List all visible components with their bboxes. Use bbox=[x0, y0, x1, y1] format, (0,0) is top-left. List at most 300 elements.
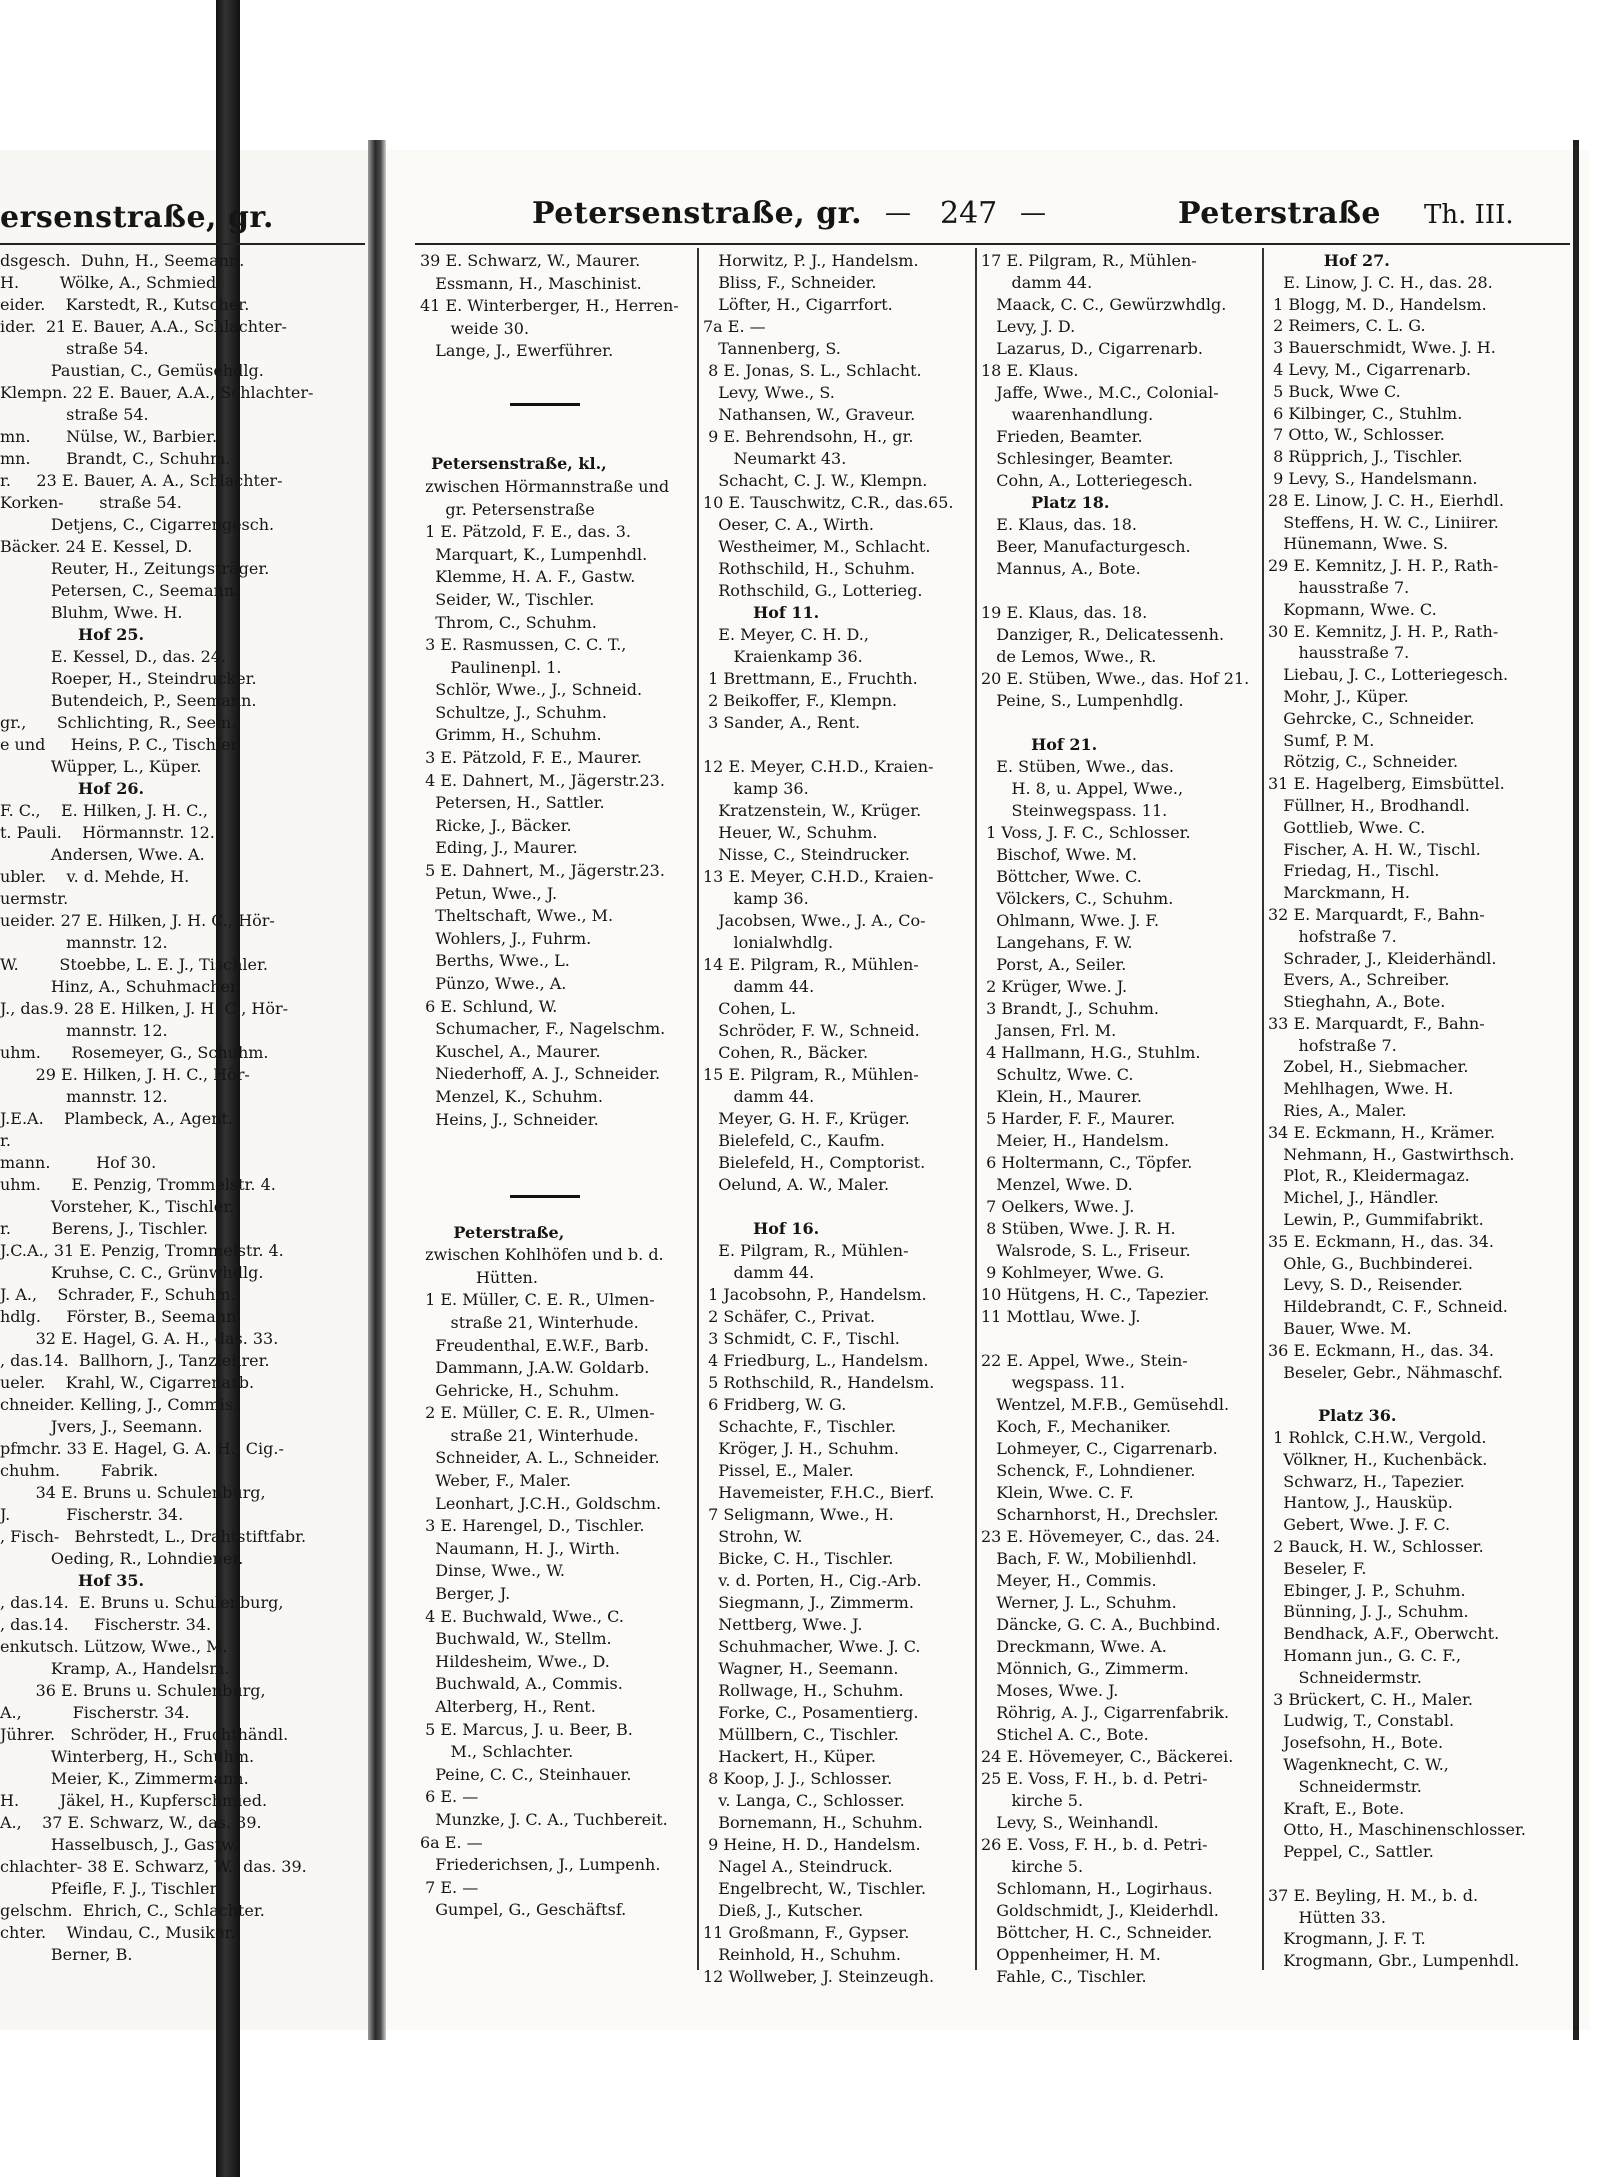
directory-line: Wüpper, L., Küper. bbox=[0, 757, 202, 776]
directory-line: gelschm. Ehrich, C., Schlachter. bbox=[0, 1901, 265, 1920]
directory-line: 2 Krüger, Wwe. J. bbox=[981, 977, 1128, 996]
directory-line: Gehrcke, C., Schneider. bbox=[1268, 708, 1475, 728]
directory-line: Rollwage, H., Schuhm. bbox=[703, 1681, 904, 1700]
directory-line: 8 E. Jonas, S. L., Schlacht. bbox=[703, 361, 922, 380]
directory-line: Löfter, H., Cigarrfort. bbox=[703, 295, 893, 314]
directory-line: 28 E. Linow, J. C. H., Eierhdl. bbox=[1268, 490, 1505, 510]
directory-line: 25 E. Voss, F. H., b. d. Petri- bbox=[981, 1769, 1208, 1788]
directory-line: Hof 26. bbox=[0, 779, 145, 798]
directory-line: Engelbrecht, W., Tischler. bbox=[703, 1879, 927, 1898]
directory-line: 2 Schäfer, C., Privat. bbox=[703, 1307, 876, 1326]
directory-line bbox=[981, 1328, 1261, 1350]
directory-line bbox=[420, 1176, 695, 1199]
directory-line: Beseler, F. bbox=[1268, 1558, 1367, 1578]
directory-line: Kraienkamp 36. bbox=[703, 647, 863, 666]
directory-line: Schneider, A. L., Schneider. bbox=[420, 1448, 660, 1468]
directory-line: 36 E. Bruns u. Schulenburg, bbox=[0, 1681, 266, 1700]
directory-line: 24 E. Hövemeyer, C., Bäckerei. bbox=[981, 1747, 1234, 1766]
directory-line: Jacobsen, Wwe., J. A., Co- bbox=[703, 911, 926, 930]
directory-line: Bendhack, A.F., Oberwcht. bbox=[1268, 1624, 1500, 1644]
directory-line: 3 E. Rasmussen, C. C. T., bbox=[420, 635, 627, 655]
directory-line: Paustian, C., Gemüsehdlg. bbox=[0, 361, 264, 380]
directory-line: Böttcher, Wwe. C. bbox=[981, 867, 1142, 886]
directory-line bbox=[1268, 1383, 1568, 1405]
directory-line: weide 30. bbox=[420, 318, 530, 338]
directory-line: Nathansen, W., Graveur. bbox=[703, 405, 916, 424]
directory-line: Gehricke, H., Schuhm. bbox=[420, 1380, 620, 1400]
directory-line: Steffens, H. W. C., Liniirer. bbox=[1268, 512, 1499, 532]
directory-line: Petun, Wwe., J. bbox=[420, 883, 558, 903]
directory-line: Wentzel, M.F.B., Gemüsehdl. bbox=[981, 1395, 1230, 1414]
directory-line: kirche 5. bbox=[981, 1791, 1084, 1810]
directory-line: 3 Brandt, J., Schuhm. bbox=[981, 999, 1159, 1018]
directory-line: Koch, F., Mechaniker. bbox=[981, 1417, 1171, 1436]
directory-line: Korken- straße 54. bbox=[0, 493, 182, 512]
directory-line: 11 Großmann, F., Gypser. bbox=[703, 1923, 910, 1942]
directory-line: ueider. 27 E. Hilken, J. H. C., Hör- bbox=[0, 911, 275, 930]
directory-line: Gumpel, G., Geschäftsf. bbox=[420, 1900, 627, 1920]
directory-line bbox=[981, 712, 1261, 734]
directory-line: 29 E. Kemnitz, J. H. P., Rath- bbox=[1268, 556, 1499, 576]
directory-line: 36 E. Eckmann, H., das. 34. bbox=[1268, 1340, 1494, 1360]
directory-line: r. Berens, J., Tischler. bbox=[0, 1219, 208, 1238]
directory-line: Maack, C. C., Gewürzwhdlg. bbox=[981, 295, 1227, 314]
directory-line: kamp 36. bbox=[703, 779, 809, 798]
directory-line: mannstr. 12. bbox=[0, 933, 168, 952]
directory-line: Kruhse, C. C., Grünwhdlg. bbox=[0, 1263, 264, 1282]
directory-line: Stieghahn, A., Bote. bbox=[1268, 992, 1446, 1012]
directory-line bbox=[703, 1196, 973, 1218]
right-head-rule bbox=[415, 243, 1570, 245]
directory-line: Oeding, R., Lohndiener. bbox=[0, 1549, 244, 1568]
directory-line: 29 E. Hilken, J. H. C., Hör- bbox=[0, 1065, 250, 1084]
directory-line: Horwitz, P. J., Handelsm. bbox=[703, 251, 919, 270]
directory-line bbox=[420, 408, 695, 431]
directory-line: Jührer. Schröder, H., Fruchthändl. bbox=[0, 1725, 289, 1744]
directory-line: Ebinger, J. P., Schuhm. bbox=[1268, 1580, 1466, 1600]
directory-line bbox=[981, 580, 1261, 602]
directory-line: 30 E. Kemnitz, J. H. P., Rath- bbox=[1268, 621, 1499, 641]
directory-line: hofstraße 7. bbox=[1268, 1035, 1397, 1055]
directory-line: Essmann, H., Maschinist. bbox=[420, 273, 642, 293]
directory-line: 6 Holtermann, C., Töpfer. bbox=[981, 1153, 1193, 1172]
directory-line: 1 E. Müller, C. E. R., Ulmen- bbox=[420, 1290, 655, 1310]
directory-line: J., das.9. 28 E. Hilken, J. H. C., Hör- bbox=[0, 999, 289, 1018]
directory-line: Hütten. bbox=[420, 1267, 538, 1287]
directory-line: Porst, A., Seiler. bbox=[981, 955, 1127, 974]
directory-line: Westheimer, M., Schlacht. bbox=[703, 537, 931, 556]
directory-line: Füllner, H., Brodhandl. bbox=[1268, 795, 1470, 815]
directory-line: Schneidermstr. bbox=[1268, 1776, 1422, 1796]
page-number: 247 bbox=[940, 196, 998, 231]
directory-line: 1 Voss, J. F. C., Schlosser. bbox=[981, 823, 1191, 842]
directory-line: Klein, Wwe. C. F. bbox=[981, 1483, 1134, 1502]
directory-line: v. Langa, C., Schlosser. bbox=[703, 1791, 905, 1810]
directory-line: Schultze, J., Schuhm. bbox=[420, 702, 607, 722]
directory-line: Klempn. 22 E. Bauer, A.A., Schlachter- bbox=[0, 383, 314, 402]
directory-line: pfmchr. 33 E. Hagel, G. A. H., Cig.- bbox=[0, 1439, 284, 1458]
directory-line: Strohn, W. bbox=[703, 1527, 803, 1546]
directory-line: Goldschmidt, J., Kleiderhdl. bbox=[981, 1901, 1219, 1920]
directory-line: Levy, Wwe., S. bbox=[703, 383, 835, 402]
directory-line: J. Fischerstr. 34. bbox=[0, 1505, 184, 1524]
column-2 bbox=[703, 250, 973, 1988]
directory-line: Levy, S. D., Reisender. bbox=[1268, 1275, 1463, 1295]
directory-line: F. C., E. Hilken, J. H. C., bbox=[0, 801, 208, 820]
directory-line: 1 Jacobsohn, P., Handelsm. bbox=[703, 1285, 927, 1304]
directory-line: Schenck, F., Lohndiener. bbox=[981, 1461, 1196, 1480]
directory-line: Schneidermstr. bbox=[1268, 1667, 1422, 1687]
directory-line: Weber, F., Maler. bbox=[420, 1471, 571, 1491]
directory-line: Throm, C., Schuhm. bbox=[420, 612, 597, 632]
directory-line: Lazarus, D., Cigarrenarb. bbox=[981, 339, 1203, 358]
directory-line: 11 Mottlau, Wwe. J. bbox=[981, 1307, 1141, 1326]
directory-line: 26 E. Voss, F. H., b. d. Petri- bbox=[981, 1835, 1208, 1854]
directory-line bbox=[1268, 1863, 1568, 1885]
column-1 bbox=[420, 250, 695, 1922]
directory-line: Friederichsen, J., Lumpenh. bbox=[420, 1855, 661, 1875]
directory-line: , das.14. Ballhorn, J., Tanzlehrer. bbox=[0, 1351, 270, 1370]
directory-line: Schwarz, H., Tapezier. bbox=[1268, 1471, 1465, 1491]
directory-line: Pünzo, Wwe., A. bbox=[420, 974, 567, 993]
directory-line: 3 Sander, A., Rent. bbox=[703, 713, 861, 732]
directory-line: 8 Stüben, Wwe. J. R. H. bbox=[981, 1219, 1176, 1238]
directory-line: 1 Brettmann, E., Fruchth. bbox=[703, 669, 918, 688]
directory-line: Beer, Manufacturgesch. bbox=[981, 537, 1191, 556]
directory-line: H. Jäkel, H., Kupferschmied. bbox=[0, 1791, 268, 1810]
directory-line: 33 E. Marquardt, F., Bahn- bbox=[1268, 1013, 1485, 1033]
directory-line: hofstraße 7. bbox=[1268, 926, 1397, 946]
directory-line: Nagel A., Steindruck. bbox=[703, 1857, 893, 1876]
directory-line: Berner, B. bbox=[0, 1945, 133, 1964]
directory-line: 12 E. Meyer, C.H.D., Kraien- bbox=[703, 757, 934, 776]
directory-line: Sumf, P. M. bbox=[1268, 730, 1375, 750]
directory-line: Nehmann, H., Gastwirthsch. bbox=[1268, 1144, 1515, 1164]
directory-line: E. Meyer, C. H. D., bbox=[703, 625, 869, 644]
directory-line: , Fisch- Behrstedt, L., Drahtstiftfabr. bbox=[0, 1527, 307, 1546]
column-divider-3 bbox=[1262, 248, 1264, 1970]
directory-line: 18 E. Klaus. bbox=[981, 361, 1079, 380]
directory-line: 10 E. Tauschwitz, C.R., das.65. bbox=[703, 493, 954, 512]
directory-line: Platz 36. bbox=[1268, 1406, 1397, 1426]
directory-line: Hildebrandt, C. F., Schneid. bbox=[1268, 1297, 1508, 1317]
directory-line: Fischer, A. H. W., Tischl. bbox=[1268, 839, 1481, 859]
directory-line: Müllbern, C., Tischler. bbox=[703, 1725, 899, 1744]
directory-line: W. Stoebbe, L. E. J., Tischler. bbox=[0, 955, 268, 974]
directory-line: Däncke, G. C. A., Buchbind. bbox=[981, 1615, 1221, 1634]
directory-line: Liebau, J. C., Lotteriegesch. bbox=[1268, 665, 1509, 685]
directory-line: Mehlhagen, Wwe. H. bbox=[1268, 1079, 1454, 1099]
directory-line: 2 Beikoffer, F., Klempn. bbox=[703, 691, 898, 710]
directory-line: Klemme, H. A. F., Gastw. bbox=[420, 567, 636, 587]
directory-line: damm 44. bbox=[703, 1263, 815, 1282]
directory-line: Peppel, C., Sattler. bbox=[1268, 1842, 1434, 1862]
directory-line: Hantow, J., Hausküp. bbox=[1268, 1493, 1453, 1513]
directory-line: Neumarkt 43. bbox=[703, 449, 847, 468]
directory-line: damm 44. bbox=[981, 273, 1093, 292]
directory-line: Bielefeld, H., Comptorist. bbox=[703, 1153, 926, 1172]
directory-line: Rothschild, G., Lotterieg. bbox=[703, 581, 923, 600]
directory-line: 10 Hütgens, H. C., Tapezier. bbox=[981, 1285, 1210, 1304]
directory-line: Detjens, C., Cigarrengesch. bbox=[0, 515, 275, 534]
directory-line: Bäcker. 24 E. Kessel, D. bbox=[0, 537, 193, 556]
directory-line: 4 Levy, M., Cigarrenarb. bbox=[1268, 359, 1471, 379]
directory-line: Schuhmacher, Wwe. J. C. bbox=[703, 1637, 921, 1656]
directory-line: H. 8, u. Appel, Wwe., bbox=[981, 779, 1184, 798]
directory-line: Heins, J., Schneider. bbox=[420, 1109, 599, 1129]
directory-line: t. Pauli. Hörmannstr. 12. bbox=[0, 823, 215, 842]
directory-line: Hünemann, Wwe. S. bbox=[1268, 534, 1449, 554]
directory-line: Levy, S., Weinhandl. bbox=[981, 1813, 1159, 1832]
directory-line: 6a E. — bbox=[420, 1832, 483, 1852]
directory-line: Platz 18. bbox=[981, 493, 1110, 512]
directory-line: r. bbox=[0, 1131, 11, 1150]
directory-line: Otto, H., Maschinenschlosser. bbox=[1268, 1820, 1526, 1840]
directory-line: E. Pilgram, R., Mühlen- bbox=[703, 1241, 909, 1260]
directory-line: 34 E. Eckmann, H., Krämer. bbox=[1268, 1122, 1496, 1142]
left-head-rule bbox=[0, 243, 365, 245]
directory-line: E. Stüben, Wwe., das. bbox=[981, 757, 1174, 776]
directory-line: Plot, R., Kleidermagaz. bbox=[1268, 1166, 1470, 1186]
directory-line: Schröder, F. W., Schneid. bbox=[703, 1021, 920, 1040]
directory-line: Danziger, R., Delicatessenh. bbox=[981, 625, 1225, 644]
directory-line: Forke, C., Posamentierg. bbox=[703, 1703, 919, 1722]
directory-line: gr., Schlichting, R., Seem. bbox=[0, 713, 237, 732]
directory-line bbox=[420, 363, 695, 386]
directory-line: Theltschaft, Wwe., M. bbox=[420, 906, 614, 926]
directory-line bbox=[420, 1154, 695, 1177]
directory-line: 39 E. Schwarz, W., Maurer. bbox=[420, 251, 641, 270]
directory-line: straße 54. bbox=[0, 339, 149, 358]
page-edge bbox=[1573, 140, 1579, 2040]
directory-line: Roeper, H., Steindrucker. bbox=[0, 669, 257, 688]
directory-line: Kopmann, Wwe. C. bbox=[1268, 599, 1437, 619]
directory-line: J.C.A., 31 E. Penzig, Trommelstr. 4. bbox=[0, 1241, 284, 1260]
directory-line: 5 E. Dahnert, M., Jägerstr.23. bbox=[420, 861, 665, 881]
directory-line: Wagenknecht, C. W., bbox=[1268, 1754, 1449, 1774]
directory-line: damm 44. bbox=[703, 977, 815, 996]
column-divider-2 bbox=[975, 248, 977, 1970]
directory-line: Krogmann, Gbr., Lumpenhdl. bbox=[1268, 1951, 1520, 1971]
directory-line: e und Heins, P. C., Tischler. bbox=[0, 735, 242, 754]
directory-line bbox=[420, 431, 695, 454]
directory-line: uhm. E. Penzig, Trommelstr. 4. bbox=[0, 1175, 276, 1194]
directory-line: Kuschel, A., Maurer. bbox=[420, 1041, 601, 1061]
directory-line: Ludwig, T., Constabl. bbox=[1268, 1711, 1455, 1731]
directory-line: Moses, Wwe. J. bbox=[981, 1681, 1119, 1700]
directory-line: Menzel, Wwe. D. bbox=[981, 1175, 1133, 1194]
directory-line: 32 E. Marquardt, F., Bahn- bbox=[1268, 904, 1485, 924]
directory-line: Leonhart, J.C.H., Goldschm. bbox=[420, 1493, 662, 1513]
directory-line: Hof 11. bbox=[703, 603, 820, 622]
directory-line: hausstraße 7. bbox=[1268, 643, 1410, 663]
directory-line: Dreckmann, Wwe. A. bbox=[981, 1637, 1167, 1656]
directory-line: Ohlmann, Wwe. J. F. bbox=[981, 911, 1160, 930]
directory-line: Wagner, H., Seemann. bbox=[703, 1659, 899, 1678]
directory-line: 8 Rüpprich, J., Tischler. bbox=[1268, 447, 1463, 467]
directory-line: v. d. Porten, H., Cig.-Arb. bbox=[703, 1571, 922, 1590]
directory-line: Alterberg, H., Rent. bbox=[420, 1697, 596, 1716]
directory-line: Peine, C. C., Steinhauer. bbox=[420, 1764, 632, 1784]
directory-line: gr. Petersenstraße bbox=[420, 499, 595, 519]
directory-line: Meier, K., Zimmermann. bbox=[0, 1769, 249, 1788]
directory-line bbox=[703, 734, 973, 756]
directory-line: Schrader, J., Kleiderhändl. bbox=[1268, 948, 1497, 968]
directory-line: 35 E. Eckmann, H., das. 34. bbox=[1268, 1231, 1494, 1251]
directory-line: Ohle, G., Buchbinderei. bbox=[1268, 1253, 1473, 1273]
directory-line: Kröger, J. H., Schuhm. bbox=[703, 1439, 899, 1458]
directory-line: Beseler, Gebr., Nähmaschf. bbox=[1268, 1362, 1503, 1382]
directory-line: 2 E. Müller, C. E. R., Ulmen- bbox=[420, 1403, 655, 1423]
directory-line: Mohr, J., Küper. bbox=[1268, 686, 1409, 706]
directory-line: 6 Kilbinger, C., Stuhlm. bbox=[1268, 403, 1463, 423]
directory-line: J.E.A. Plambeck, A., Agent. bbox=[0, 1109, 234, 1128]
directory-line: 1 Rohlck, C.H.W., Vergold. bbox=[1268, 1428, 1487, 1448]
directory-line: Meyer, G. H. F., Krüger. bbox=[703, 1109, 910, 1128]
directory-line: Winterberg, H., Schuhm. bbox=[0, 1747, 255, 1766]
directory-line: r. 23 E. Bauer, A. A., Schlachter- bbox=[0, 471, 283, 490]
directory-line: Paulinenpl. 1. bbox=[420, 657, 562, 677]
directory-line: Völkner, H., Kuchenbäck. bbox=[1268, 1449, 1488, 1469]
directory-line: 6 E. — bbox=[420, 1787, 479, 1807]
directory-line: Reinhold, H., Schuhm. bbox=[703, 1945, 901, 1964]
directory-line: Heuer, W., Schuhm. bbox=[703, 823, 878, 842]
directory-line: 5 Harder, F. F., Maurer. bbox=[981, 1109, 1176, 1128]
directory-line: Eding, J., Maurer. bbox=[420, 838, 578, 858]
directory-line: Menzel, K., Schuhm. bbox=[420, 1086, 603, 1106]
directory-line: Hof 21. bbox=[981, 735, 1098, 754]
directory-line: Bünning, J. J., Schuhm. bbox=[1268, 1602, 1469, 1622]
directory-line: E. Linow, J. C. H., das. 28. bbox=[1268, 272, 1493, 292]
directory-line: Kraft, E., Bote. bbox=[1268, 1798, 1405, 1818]
directory-line: uhm. Rosemeyer, G., Schuhm. bbox=[0, 1043, 269, 1062]
directory-line: Mönnich, G., Zimmerm. bbox=[981, 1659, 1189, 1678]
directory-line: mannstr. 12. bbox=[0, 1021, 168, 1040]
directory-line: mann. Hof 30. bbox=[0, 1153, 157, 1172]
directory-line: , das.14. Fischerstr. 34. bbox=[0, 1615, 212, 1634]
directory-line: Petersen, H., Sattler. bbox=[420, 793, 605, 813]
directory-line: ubler. v. d. Mehde, H. bbox=[0, 867, 190, 886]
directory-line: J. A., Schrader, F., Schuhm. bbox=[0, 1285, 236, 1304]
directory-line: Petersen, C., Seemann. bbox=[0, 581, 240, 600]
directory-line: 9 E. Behrendsohn, H., gr. bbox=[703, 427, 914, 446]
directory-line: Cohen, R., Bäcker. bbox=[703, 1043, 869, 1062]
directory-line: Vorsteher, K., Tischler. bbox=[0, 1197, 235, 1216]
directory-line: Buchwald, A., Commis. bbox=[420, 1674, 623, 1694]
directory-line: Völckers, C., Schuhm. bbox=[981, 889, 1174, 908]
directory-line: 2 Bauck, H. W., Schlosser. bbox=[1268, 1537, 1484, 1557]
directory-line: Seider, W., Tischler. bbox=[420, 589, 595, 609]
directory-line: Schultz, Wwe. C. bbox=[981, 1065, 1134, 1084]
directory-line: Ricke, J., Bäcker. bbox=[420, 815, 572, 835]
directory-line: Bicke, C. H., Tischler. bbox=[703, 1549, 894, 1568]
directory-line: 12 Wollweber, J. Steinzeugh. bbox=[703, 1967, 935, 1986]
directory-line: Schumacher, F., Nagelschm. bbox=[420, 1019, 666, 1039]
directory-line: 6 E. Schlund, W. bbox=[420, 996, 558, 1016]
directory-line: 1 E. Pätzold, F. E., das. 3. bbox=[420, 522, 631, 542]
directory-line: Bornemann, H., Schuhm. bbox=[703, 1813, 923, 1832]
directory-line: 3 E. Pätzold, F. E., Maurer. bbox=[420, 748, 642, 768]
directory-line: Michel, J., Händler. bbox=[1268, 1188, 1439, 1208]
directory-line: Oeser, C. A., Wirth. bbox=[703, 515, 874, 534]
directory-line: 3 Bauerschmidt, Wwe. J. H. bbox=[1268, 338, 1496, 358]
directory-line: Havemeister, F.H.C., Bierf. bbox=[703, 1483, 935, 1502]
directory-line: 31 E. Hagelberg, Eimsbüttel. bbox=[1268, 774, 1505, 794]
directory-line: 14 E. Pilgram, R., Mühlen- bbox=[703, 955, 919, 974]
directory-line: Frieden, Beamter. bbox=[981, 427, 1143, 446]
directory-line bbox=[420, 1131, 695, 1154]
directory-line: 3 Brückert, C. H., Maler. bbox=[1268, 1689, 1473, 1709]
directory-line: Dammann, J.A.W. Goldarb. bbox=[420, 1358, 650, 1378]
directory-line: ider. 21 E. Bauer, A.A., Schlachter- bbox=[0, 317, 287, 336]
directory-line: enkutsch. Lützow, Wwe., M. bbox=[0, 1637, 228, 1656]
directory-line bbox=[420, 386, 695, 409]
directory-line: Berths, Wwe., L. bbox=[420, 951, 570, 971]
directory-line: A., 37 E. Schwarz, W., das. 39. bbox=[0, 1813, 262, 1832]
directory-line: M., Schlachter. bbox=[420, 1742, 574, 1762]
directory-line: Gottlieb, Wwe. C. bbox=[1268, 817, 1426, 837]
directory-line: hausstraße 7. bbox=[1268, 577, 1410, 597]
directory-line: Dieß, J., Kutscher. bbox=[703, 1901, 864, 1920]
directory-line: Hildesheim, Wwe., D. bbox=[420, 1651, 610, 1671]
directory-line: Langehans, F. W. bbox=[981, 933, 1133, 952]
directory-line: zwischen Hörmannstraße und bbox=[420, 476, 670, 496]
directory-line: mn. Nülse, W., Barbier. bbox=[0, 427, 218, 446]
directory-line: Ries, A., Maler. bbox=[1268, 1101, 1407, 1121]
directory-line: Jvers, J., Seemann. bbox=[0, 1417, 203, 1436]
directory-line: 3 E. Harengel, D., Tischler. bbox=[420, 1516, 645, 1536]
directory-line: 17 E. Pilgram, R., Mühlen- bbox=[981, 251, 1197, 270]
directory-line: Steinwegspass. 11. bbox=[981, 801, 1168, 820]
directory-line: Lange, J., Ewerführer. bbox=[420, 341, 614, 361]
directory-line: 9 Kohlmeyer, Wwe. G. bbox=[981, 1263, 1165, 1282]
directory-line: 20 E. Stüben, Wwe., das. Hof 21. bbox=[981, 669, 1250, 688]
directory-line: Bielefeld, C., Kaufm. bbox=[703, 1131, 886, 1150]
directory-line: E. Kessel, D., das. 24. bbox=[0, 647, 227, 666]
directory-line: 1 Blogg, M. D., Handelsm. bbox=[1268, 294, 1487, 314]
directory-line: Hütten 33. bbox=[1268, 1907, 1386, 1927]
directory-line: Homann jun., G. C. F., bbox=[1268, 1646, 1462, 1665]
directory-line: eider. Karstedt, R., Kutscher. bbox=[0, 295, 250, 314]
directory-line: zwischen Kohlhöfen und b. d. bbox=[420, 1245, 664, 1265]
directory-line: Röhrig, A. J., Cigarrenfabrik. bbox=[981, 1703, 1230, 1722]
directory-line: 5 Buck, Wwe C. bbox=[1268, 381, 1401, 401]
directory-line: Scharnhorst, H., Drechsler. bbox=[981, 1505, 1219, 1524]
directory-line: Petersenstraße, kl., bbox=[420, 454, 607, 474]
directory-line: Hof 16. bbox=[703, 1219, 820, 1238]
directory-line: chter. Windau, C., Musiker. bbox=[0, 1923, 236, 1942]
directory-line: Krogmann, J. F. T. bbox=[1268, 1929, 1426, 1949]
directory-line: Lewin, P., Gummifabrikt. bbox=[1268, 1210, 1484, 1230]
directory-line: chlachter- 38 E. Schwarz, W., das. 39. bbox=[0, 1857, 307, 1876]
directory-line: Peterstraße, bbox=[420, 1222, 565, 1242]
directory-line: Cohn, A., Lotteriegesch. bbox=[981, 471, 1193, 490]
directory-line: 7a E. — bbox=[703, 317, 766, 336]
directory-line: Andersen, Wwe. A. bbox=[0, 845, 205, 864]
directory-line: Tannenberg, S. bbox=[703, 339, 841, 358]
directory-line: Kratzenstein, W., Krüger. bbox=[703, 801, 922, 820]
column-3 bbox=[981, 250, 1261, 1988]
directory-line: 4 Hallmann, H.G., Stuhlm. bbox=[981, 1043, 1201, 1062]
directory-line: 6 Fridberg, W. G. bbox=[703, 1395, 847, 1414]
directory-line: Dinse, Wwe., W. bbox=[420, 1561, 565, 1581]
left-running-head: ersenstraße, gr. bbox=[0, 200, 274, 235]
directory-line: 41 E. Winterberger, H., Herren- bbox=[420, 296, 679, 316]
directory-line: 19 E. Klaus, das. 18. bbox=[981, 603, 1148, 622]
directory-line: 9 Heine, H. D., Handelsm. bbox=[703, 1835, 921, 1854]
directory-line: Marckmann, H. bbox=[1268, 883, 1411, 903]
column-4 bbox=[1268, 250, 1568, 1972]
